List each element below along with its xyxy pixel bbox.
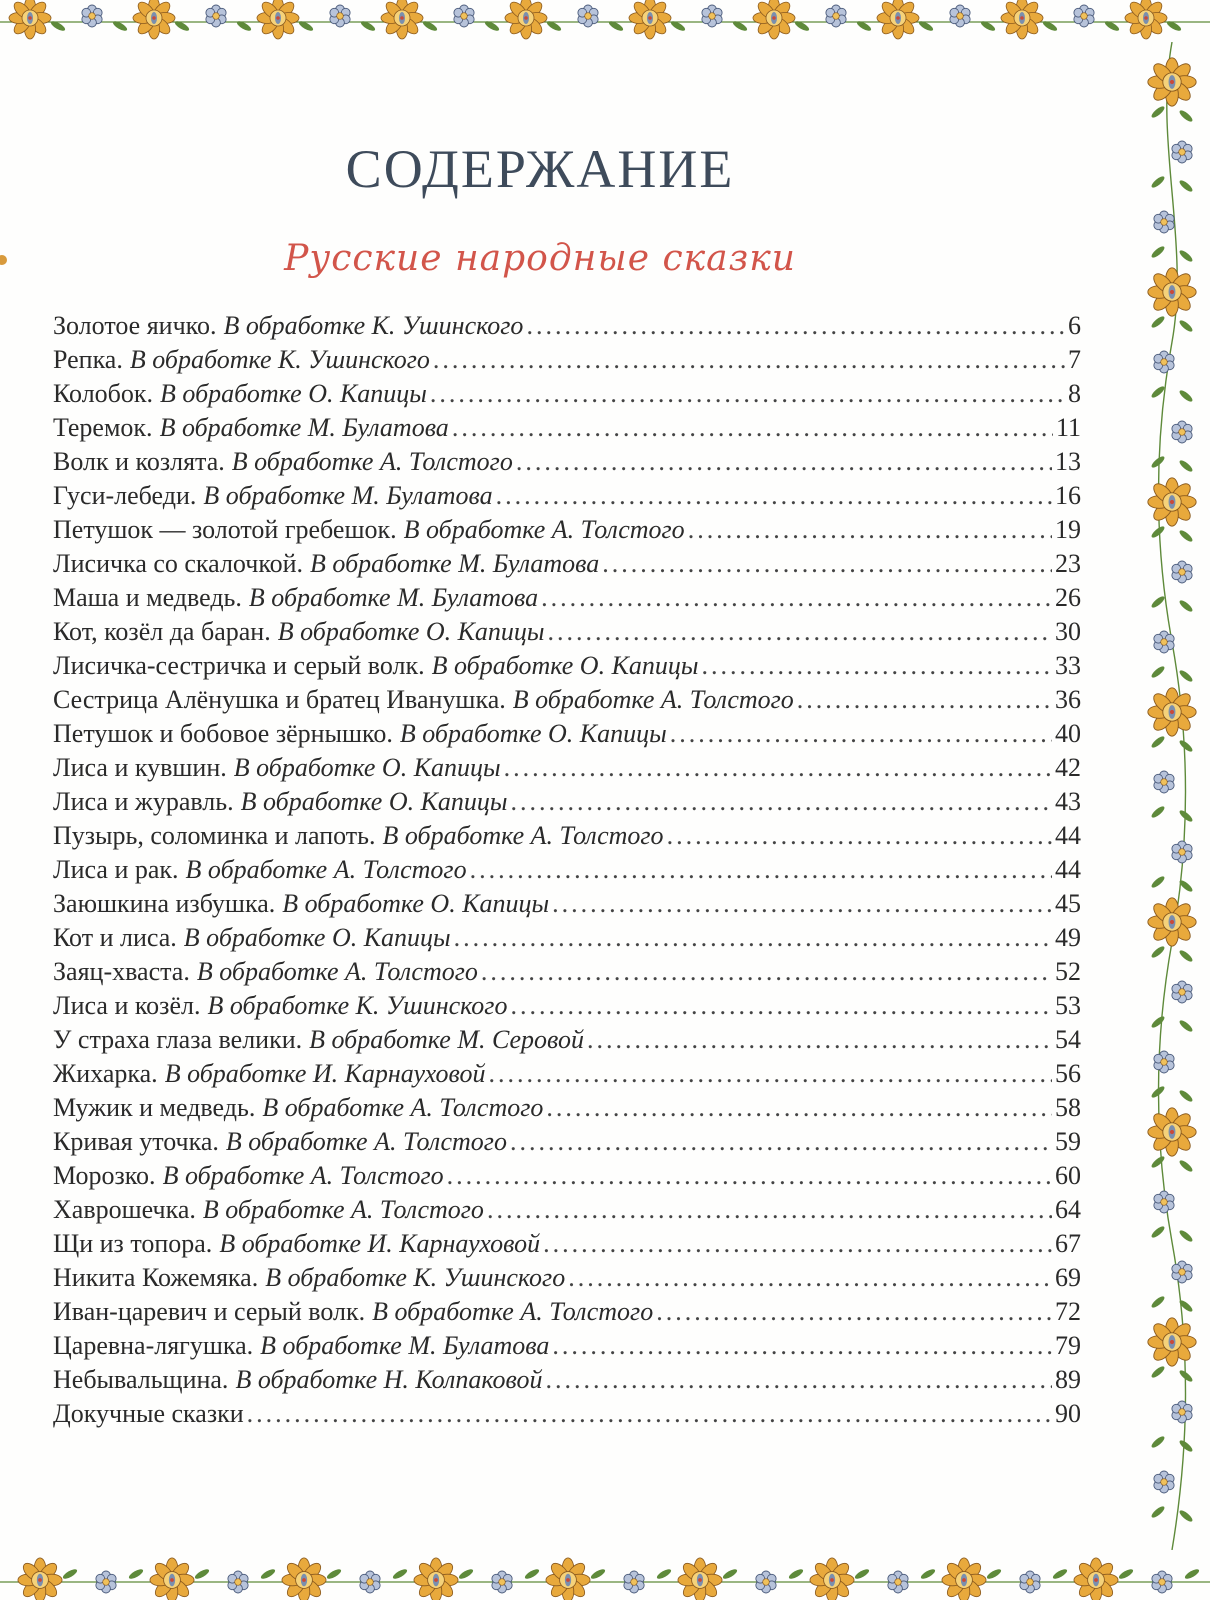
toc-entry-title: Теремок. bbox=[53, 413, 153, 442]
toc-entry[interactable] bbox=[53, 1161, 1081, 1195]
toc-entry-page-number: 8 bbox=[1068, 379, 1081, 408]
toc-entry-title: Маша и медведь. bbox=[53, 583, 242, 612]
toc-entry[interactable] bbox=[53, 1059, 1081, 1093]
toc-entry-title: Лиса и журавль. bbox=[53, 787, 234, 816]
toc-entry[interactable] bbox=[53, 1365, 1081, 1399]
toc-entry-credit: В обработке О. Капицы bbox=[431, 651, 699, 680]
toc-entry-credit: В обработке К. Ушинского bbox=[223, 311, 524, 340]
section-title: Русские народные сказки bbox=[284, 238, 796, 279]
toc-entry-credit: В обработке К. Ушинского bbox=[129, 345, 430, 374]
dot-leader bbox=[656, 1297, 1052, 1327]
toc-entry[interactable] bbox=[53, 685, 1081, 719]
toc-entry-page-number: 13 bbox=[1055, 447, 1081, 476]
dot-leader bbox=[510, 991, 1052, 1021]
toc-entry-title: Заюшкина избушка. bbox=[53, 889, 276, 918]
toc-entry-page-number: 72 bbox=[1055, 1297, 1081, 1326]
dot-leader bbox=[481, 957, 1052, 987]
toc-entry-credit: В обработке М. Булатова bbox=[159, 413, 449, 442]
toc-entry[interactable] bbox=[53, 957, 1081, 991]
toc-entry-page-number: 30 bbox=[1055, 617, 1081, 646]
toc-entry-title: Докучные сказки bbox=[53, 1399, 244, 1428]
toc-entry-title: Морозко. bbox=[53, 1161, 156, 1190]
dot-leader bbox=[670, 719, 1052, 749]
toc-entry-page-number: 59 bbox=[1055, 1127, 1081, 1156]
dot-leader bbox=[552, 1331, 1052, 1361]
toc-entry-title: Лиса и рак. bbox=[53, 855, 179, 884]
ornament-border-top bbox=[0, 0, 1210, 42]
dot-leader bbox=[504, 753, 1052, 783]
toc-entry-page-number: 42 bbox=[1055, 753, 1081, 782]
toc-entry[interactable] bbox=[53, 753, 1081, 787]
toc-entry-title: Заяц-хваста. bbox=[53, 957, 190, 986]
toc-entry-title: Мужик и медведь. bbox=[53, 1093, 256, 1122]
toc-entry-title: Жихарка. bbox=[53, 1059, 158, 1088]
ornament-border-bottom bbox=[0, 1550, 1210, 1600]
dot-leader bbox=[701, 651, 1052, 681]
toc-entry-page-number: 58 bbox=[1055, 1093, 1081, 1122]
toc-entry[interactable] bbox=[53, 379, 1081, 413]
toc-entry-page-number: 6 bbox=[1068, 311, 1081, 340]
toc-entry[interactable] bbox=[53, 481, 1081, 515]
toc-entry-title: Пузырь, соломинка и лапоть. bbox=[53, 821, 376, 850]
toc-entry-credit: В обработке А. Толстого bbox=[196, 957, 478, 986]
dot-leader bbox=[447, 1161, 1052, 1191]
dot-leader bbox=[452, 413, 1053, 443]
toc-entry-page-number: 7 bbox=[1068, 345, 1081, 374]
toc-entry-page-number: 33 bbox=[1055, 651, 1081, 680]
toc-entry-title: Небывальщина. bbox=[53, 1365, 229, 1394]
toc-entry[interactable] bbox=[53, 991, 1081, 1025]
dot-leader bbox=[797, 685, 1052, 715]
toc-entry-page-number: 89 bbox=[1055, 1365, 1081, 1394]
table-of-contents bbox=[53, 311, 1081, 1433]
toc-entry[interactable] bbox=[53, 651, 1081, 685]
toc-entry-credit: В обработке О. Капицы bbox=[277, 617, 545, 646]
toc-entry-credit: В обработке О. Капицы bbox=[160, 379, 427, 408]
toc-entry[interactable] bbox=[53, 617, 1081, 651]
dot-leader bbox=[552, 889, 1052, 919]
toc-entry-page-number: 44 bbox=[1055, 855, 1081, 884]
toc-entry-credit: В обработке И. Карнауховой bbox=[164, 1059, 486, 1088]
dot-leader bbox=[247, 1399, 1052, 1429]
toc-entry-credit: В обработке А. Толстого bbox=[372, 1297, 654, 1326]
toc-entry-title: Петушок — золотой гребешок. bbox=[53, 515, 397, 544]
toc-entry-title: У страха глаза велики. bbox=[53, 1025, 303, 1054]
toc-entry[interactable] bbox=[53, 1127, 1081, 1161]
toc-entry-page-number: 60 bbox=[1055, 1161, 1081, 1190]
dot-leader bbox=[688, 515, 1052, 545]
dot-leader bbox=[543, 1229, 1052, 1259]
toc-entry[interactable] bbox=[53, 1025, 1081, 1059]
toc-entry-page-number: 45 bbox=[1055, 889, 1081, 918]
toc-entry[interactable] bbox=[53, 1331, 1081, 1365]
toc-entry-page-number: 26 bbox=[1055, 583, 1081, 612]
dot-leader bbox=[541, 583, 1052, 613]
toc-entry-page-number: 64 bbox=[1055, 1195, 1081, 1224]
dot-leader bbox=[487, 1195, 1052, 1225]
toc-entry-title: Кривая уточка. bbox=[53, 1127, 219, 1156]
toc-entry-credit: В обработке А. Толстого bbox=[262, 1093, 544, 1122]
toc-entry-page-number: 44 bbox=[1055, 821, 1081, 850]
toc-entry-title: Иван-царевич и серый волк. bbox=[53, 1297, 366, 1326]
toc-entry-page-number: 54 bbox=[1055, 1025, 1081, 1054]
toc-entry[interactable] bbox=[53, 549, 1081, 583]
toc-entry-title: Лиса и кувшин. bbox=[53, 753, 227, 782]
toc-entry-page-number: 23 bbox=[1055, 549, 1081, 578]
toc-entry[interactable] bbox=[53, 583, 1081, 617]
toc-entry-title: Лисичка со скалочкой. bbox=[53, 549, 304, 578]
dot-leader bbox=[510, 787, 1052, 817]
toc-entry[interactable] bbox=[53, 515, 1081, 549]
toc-entry-title: Кот и лиса. bbox=[53, 923, 177, 952]
toc-entry-credit: В обработке М. Булатова bbox=[248, 583, 539, 612]
toc-entry-title: Царевна-лягушка. bbox=[53, 1331, 254, 1360]
toc-entry-credit: В обработке И. Карнауховой bbox=[219, 1229, 541, 1258]
toc-entry[interactable] bbox=[53, 923, 1081, 957]
toc-entry-credit: В обработке А. Толстого bbox=[162, 1161, 444, 1190]
dot-leader bbox=[510, 1127, 1052, 1157]
toc-entry-page-number: 49 bbox=[1055, 923, 1081, 952]
toc-entry-credit: В обработке А. Толстого bbox=[225, 1127, 507, 1156]
toc-entry[interactable] bbox=[53, 1399, 1081, 1433]
toc-entry-title: Кот, козёл да баран. bbox=[53, 617, 271, 646]
toc-entry-credit: В обработке М. Булатова bbox=[310, 549, 600, 578]
toc-entry-credit: В обработке А. Толстого bbox=[231, 447, 513, 476]
toc-entry[interactable] bbox=[53, 1297, 1081, 1331]
toc-entry-title: Репка. bbox=[53, 345, 123, 374]
toc-entry-credit: В обработке О. Капицы bbox=[240, 787, 508, 816]
toc-entry[interactable] bbox=[53, 855, 1081, 889]
dot-leader bbox=[667, 821, 1052, 851]
dot-leader bbox=[548, 617, 1052, 647]
dot-leader bbox=[526, 311, 1065, 341]
toc-entry-page-number: 53 bbox=[1055, 991, 1081, 1020]
toc-entry-title: Гуси-лебеди. bbox=[53, 481, 197, 510]
dot-leader bbox=[545, 1365, 1052, 1395]
toc-entry[interactable] bbox=[53, 311, 1081, 345]
toc-entry-title: Никита Кожемяка. bbox=[53, 1263, 259, 1292]
dot-leader bbox=[433, 345, 1065, 375]
toc-entry-credit: В обработке А. Толстого bbox=[403, 515, 685, 544]
toc-entry-page-number: 36 bbox=[1055, 685, 1081, 714]
dot-leader bbox=[546, 1093, 1052, 1123]
dot-leader bbox=[489, 1059, 1053, 1089]
toc-entry-credit: В обработке А. Толстого bbox=[512, 685, 794, 714]
ornament-border-right bbox=[1134, 42, 1210, 1550]
page-title: СОДЕРЖАНИЕ bbox=[345, 139, 735, 199]
toc-entry-credit: В обработке А. Толстого bbox=[185, 855, 467, 884]
toc-entry[interactable] bbox=[53, 1093, 1081, 1127]
dot-leader bbox=[516, 447, 1052, 477]
dot-leader bbox=[470, 855, 1052, 885]
toc-entry-page-number: 56 bbox=[1055, 1059, 1081, 1088]
dot-leader bbox=[568, 1263, 1052, 1293]
flower-ornament-icon bbox=[1134, 42, 1210, 1550]
toc-entry[interactable] bbox=[53, 413, 1081, 447]
toc-entry-page-number: 67 bbox=[1055, 1229, 1081, 1258]
toc-entry[interactable] bbox=[53, 889, 1081, 923]
toc-entry-page-number: 69 bbox=[1055, 1263, 1081, 1292]
toc-entry-title: Щи из топора. bbox=[53, 1229, 213, 1258]
toc-entry-page-number: 40 bbox=[1055, 719, 1081, 748]
toc-entry-title: Волк и козлята. bbox=[53, 447, 225, 476]
toc-entry-title: Хаврошечка. bbox=[53, 1195, 196, 1224]
toc-entry-title: Лиса и козёл. bbox=[53, 991, 201, 1020]
toc-entry[interactable] bbox=[53, 1229, 1081, 1263]
toc-entry[interactable] bbox=[53, 719, 1081, 753]
toc-entry-title: Лисичка-сестричка и серый волк. bbox=[53, 651, 425, 680]
dot-leader bbox=[454, 923, 1052, 953]
toc-entry-title: Колобок. bbox=[53, 379, 154, 408]
toc-entry[interactable] bbox=[53, 821, 1081, 855]
toc-entry-title: Золотое яичко. bbox=[53, 311, 217, 340]
toc-entry-credit: В обработке К. Ушинского bbox=[207, 991, 508, 1020]
toc-entry-credit: В обработке О. Капицы bbox=[282, 889, 550, 918]
toc-entry-credit: В обработке А. Толстого bbox=[202, 1195, 484, 1224]
toc-entry[interactable] bbox=[53, 447, 1081, 481]
toc-entry-credit: В обработке М. Серовой bbox=[309, 1025, 584, 1054]
toc-entry-page-number: 19 bbox=[1055, 515, 1081, 544]
toc-entry-page-number: 52 bbox=[1055, 957, 1081, 986]
flower-ornament-icon bbox=[0, 1550, 1210, 1600]
toc-entry-credit: В обработке М. Булатова bbox=[203, 481, 493, 510]
toc-entry-title: Петушок и бобовое зёрнышко. bbox=[53, 719, 393, 748]
toc-entry-page-number: 90 bbox=[1055, 1399, 1081, 1428]
dot-leader bbox=[496, 481, 1052, 511]
toc-entry-credit: В обработке К. Ушинского bbox=[265, 1263, 566, 1292]
toc-entry-credit: В обработке О. Капицы bbox=[399, 719, 667, 748]
toc-entry-page-number: 79 bbox=[1055, 1331, 1081, 1360]
toc-entry-credit: В обработке О. Капицы bbox=[233, 753, 501, 782]
toc-entry-page-number: 16 bbox=[1055, 481, 1081, 510]
toc-entry-credit: В обработке О. Капицы bbox=[183, 923, 451, 952]
toc-entry-credit: В обработке М. Булатова bbox=[260, 1331, 550, 1360]
toc-entry-credit: В обработке Н. Колпаковой bbox=[235, 1365, 543, 1394]
dot-leader bbox=[602, 549, 1052, 579]
toc-entry[interactable] bbox=[53, 345, 1081, 379]
toc-entry-credit: В обработке А. Толстого bbox=[382, 821, 664, 850]
flower-ornament-icon bbox=[0, 0, 1210, 42]
dot-leader bbox=[587, 1025, 1052, 1055]
dot-leader bbox=[430, 379, 1065, 409]
toc-entry[interactable] bbox=[53, 1263, 1081, 1297]
toc-entry-page-number: 43 bbox=[1055, 787, 1081, 816]
toc-entry-page-number: 11 bbox=[1055, 413, 1081, 442]
toc-entry-title: Сестрица Алёнушка и братец Иванушка. bbox=[53, 685, 506, 714]
toc-entry[interactable] bbox=[53, 1195, 1081, 1229]
toc-entry[interactable] bbox=[53, 787, 1081, 821]
